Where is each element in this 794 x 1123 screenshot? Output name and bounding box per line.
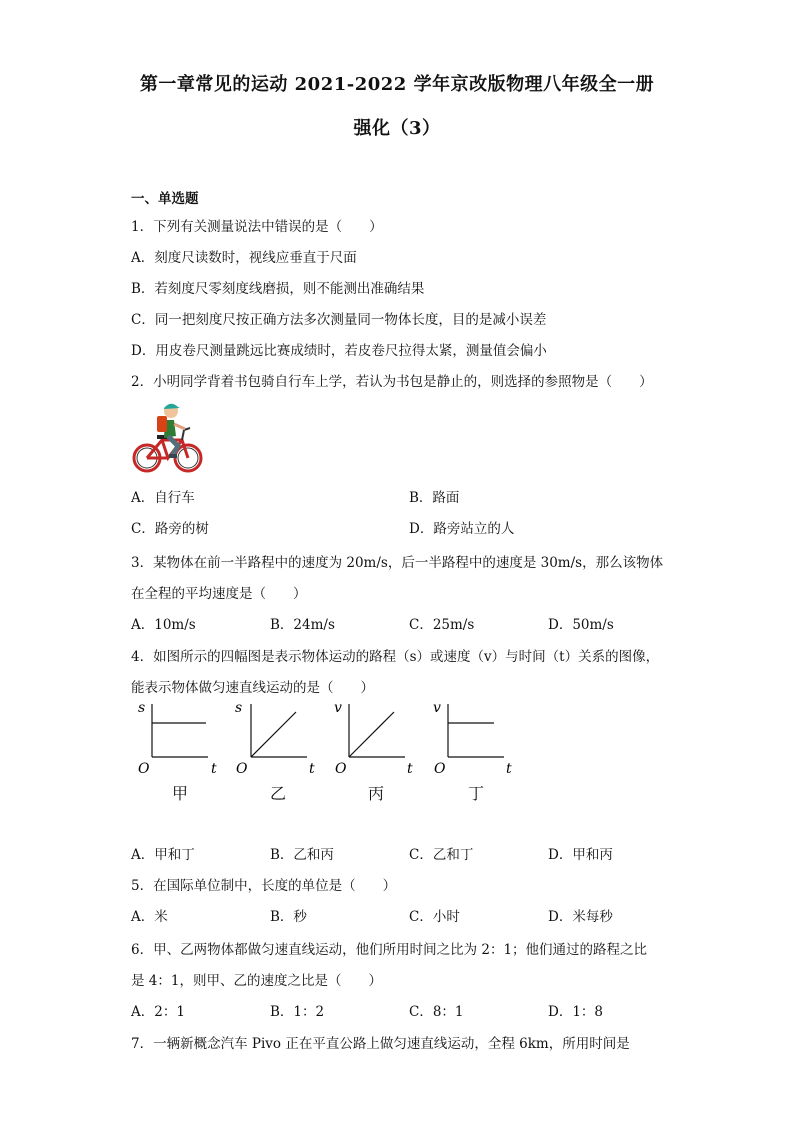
graph-ding-y-label: v xyxy=(433,700,441,716)
question-6-option-c: C．8：1 xyxy=(409,1004,464,1020)
question-2-option-d: D．路旁站立的人 xyxy=(409,521,515,537)
graph-jia-origin: O xyxy=(138,761,150,777)
graph-ding xyxy=(433,700,512,777)
question-3-option-c: C．25m/s xyxy=(409,617,475,633)
graph-yi-y-label: s xyxy=(235,700,243,716)
question-4-stem-line1: 4．如图所示的四幅图是表示物体运动的路程（s）或速度（v）与时间（t）关系的图像， xyxy=(131,649,660,665)
question-7-stem: 7．一辆新概念汽车 Pivo 正在平直公路上做匀速直线运动，全程 6km，所用时间是 xyxy=(131,1036,630,1052)
question-2-option-a: A．自行车 xyxy=(131,490,195,506)
question-5-option-b: B．秒 xyxy=(270,909,307,925)
question-4-option-b: B．乙和丙 xyxy=(270,847,334,863)
document-title: 第一章常见的运动 2021-2022 学年京改版物理八年级全一册 xyxy=(139,74,655,95)
graph-jia-x-label: t xyxy=(211,761,217,777)
question-5-stem: 5．在国际单位制中，长度的单位是（ ） xyxy=(131,878,397,894)
question-4-option-d: D．甲和丙 xyxy=(548,847,613,863)
question-6-stem-line1: 6．甲、乙两物体都做匀速直线运动，他们所用时间之比为 2：1；他们通过的路程之比 xyxy=(131,942,648,958)
graph-jia-caption: 甲 xyxy=(172,784,189,803)
graph-ding-x-label: t xyxy=(506,761,512,777)
graph-ding-origin: O xyxy=(434,761,446,777)
question-3-option-a: A．10m/s xyxy=(131,617,196,633)
graph-jia-y-label: s xyxy=(138,700,146,716)
question-3-option-d: D．50m/s xyxy=(548,617,614,633)
question-1-option-b: B．若刻度尺零刻度线磨损，则不能测出准确结果 xyxy=(131,281,425,297)
question-6-option-b: B．1：2 xyxy=(270,1004,325,1020)
graph-bing-origin: O xyxy=(335,761,347,777)
question-2-option-b: B．路面 xyxy=(409,490,460,506)
question-4-option-a: A．甲和丁 xyxy=(131,847,195,863)
graph-bing-y-label: v xyxy=(334,700,342,716)
question-6-option-a: A．2：1 xyxy=(131,1004,185,1020)
graph-yi xyxy=(235,700,315,777)
graph-yi-origin: O xyxy=(236,761,248,777)
question-5-option-a: A．米 xyxy=(131,909,168,925)
question-6-option-d: D．1：8 xyxy=(548,1004,604,1020)
question-1-stem: 1．下列有关测量说法中错误的是（ ） xyxy=(131,219,383,235)
graph-bing-caption: 丙 xyxy=(368,784,385,803)
motion-graphs xyxy=(128,698,528,778)
question-2-option-c: C．路旁的树 xyxy=(131,521,209,537)
question-4-option-c: C．乙和丁 xyxy=(409,847,474,863)
graph-yi-x-label: t xyxy=(309,761,315,777)
question-4-stem-line2: 能表示物体做匀速直线运动的是（ ） xyxy=(131,680,374,696)
question-3-option-b: B．24m/s xyxy=(270,617,335,633)
question-1-option-c: C．同一把刻度尺按正确方法多次测量同一物体长度，目的是减小误差 xyxy=(131,312,547,328)
graph-ding-caption: 丁 xyxy=(468,784,485,803)
question-6-stem-line2: 是 4：1，则甲、乙的速度之比是（ ） xyxy=(131,973,382,989)
cyclist-illustration xyxy=(130,398,206,474)
graph-jia xyxy=(138,700,217,777)
section-heading: 一、单选题 xyxy=(131,191,199,207)
question-3-stem-line1: 3．某物体在前一半路程中的速度为 20m/s，后一半路程中的速度是 30m/s，那么该物体 xyxy=(131,555,664,571)
question-2-stem: 2．小明同学背着书包骑自行车上学，若认为书包是静止的，则选择的参照物是（ ） xyxy=(131,374,653,390)
question-1-option-a: A．刻度尺读数时，视线应垂直于尺面 xyxy=(131,250,357,266)
graph-bing-x-label: t xyxy=(407,761,413,777)
graph-bing xyxy=(334,700,413,777)
document-subtitle: 强化（3） xyxy=(353,118,441,139)
question-1-option-d: D．用皮卷尺测量跳远比赛成绩时，若皮卷尺拉得太紧，测量值会偏小 xyxy=(131,343,547,359)
graph-yi-caption: 乙 xyxy=(270,784,287,803)
question-3-stem-line2: 在全程的平均速度是（ ） xyxy=(131,586,307,602)
question-5-option-d: D．米每秒 xyxy=(548,909,613,925)
question-5-option-c: C．小时 xyxy=(409,909,460,925)
